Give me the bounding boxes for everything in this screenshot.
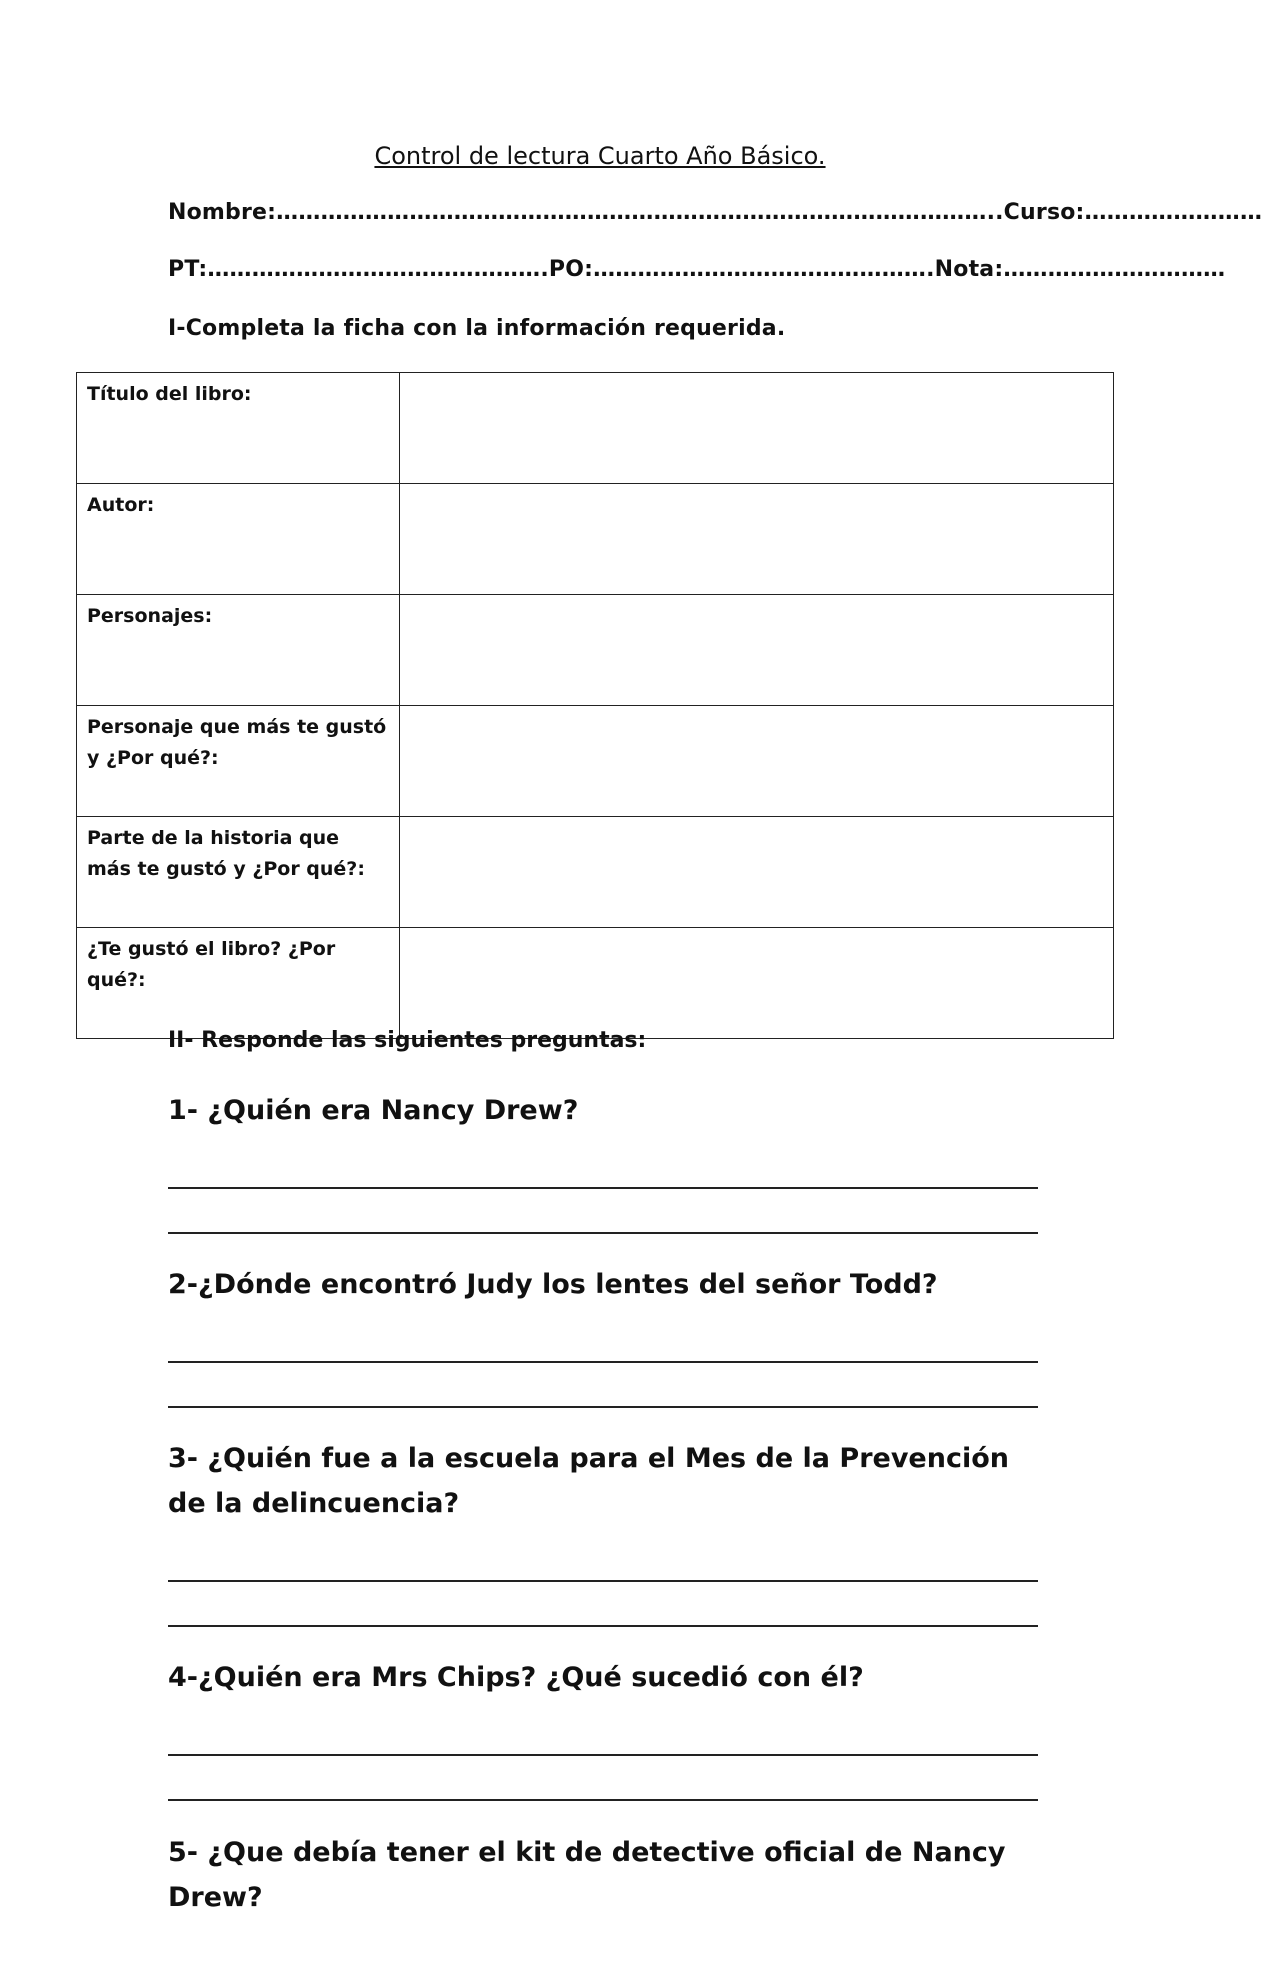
answer-line-2a[interactable] [168, 1361, 1038, 1363]
question-5: 5- ¿Que debía tener el kit de detective oficial de Nancy Drew? [168, 1837, 1006, 1913]
row-label-liked-book: ¿Te gustó el libro? ¿Por qué?: [77, 928, 400, 1039]
page-title: Control de lectura Cuarto Año Básico. [374, 142, 826, 170]
row-answer-favorite-character[interactable] [400, 706, 1114, 817]
row-answer-favorite-part[interactable] [400, 817, 1114, 928]
answer-line-1a[interactable] [168, 1187, 1038, 1189]
question-2: 2-¿Dónde encontró Judy los lentes del señor Todd? [168, 1269, 938, 1300]
answer-line-2b[interactable] [168, 1406, 1038, 1408]
row-label-title: Título del libro: [77, 373, 400, 484]
section-2-instruction: II- Responde las siguientes preguntas: [168, 1028, 647, 1053]
question-4: 4-¿Quién era Mrs Chips? ¿Qué sucedió con él? [168, 1662, 864, 1693]
answer-line-1b[interactable] [168, 1232, 1038, 1234]
answer-line-4a[interactable] [168, 1754, 1038, 1756]
table-row [77, 706, 1114, 817]
question-3: 3- ¿Quién fue a la escuela para el Mes de la Prevención de la delincuencia? [168, 1443, 1009, 1519]
row-answer-author[interactable] [400, 484, 1114, 595]
table-row [77, 484, 1114, 595]
table-row [77, 373, 1114, 484]
answer-line-4b[interactable] [168, 1799, 1038, 1801]
row-label-characters: Personajes: [77, 595, 400, 706]
book-info-table [76, 372, 1114, 1039]
row-answer-title[interactable] [400, 373, 1114, 484]
name-course-field-line[interactable]: Nombre:……………………………………………………………………………………..Curso:…………………… [168, 200, 1262, 225]
row-answer-characters[interactable] [400, 595, 1114, 706]
table-row [77, 928, 1114, 1039]
answer-line-3a[interactable] [168, 1580, 1038, 1582]
table-row [77, 817, 1114, 928]
row-label-author: Autor: [77, 484, 400, 595]
row-label-favorite-part: Parte de la historia que más te gustó y ¿Por qué?: [77, 817, 400, 928]
row-answer-liked-book[interactable] [400, 928, 1114, 1039]
answer-line-3b[interactable] [168, 1625, 1038, 1627]
question-1: 1- ¿Quién era Nancy Drew? [168, 1095, 579, 1126]
table-row [77, 595, 1114, 706]
section-1-instruction: I-Completa la ficha con la información requerida. [168, 316, 786, 341]
row-label-favorite-character: Personaje que más te gustó y ¿Por qué?: [77, 706, 400, 817]
pt-po-grade-field-line[interactable]: PT:……………………………………….PO:……………………………………….Nota:………………………… [168, 257, 1226, 282]
